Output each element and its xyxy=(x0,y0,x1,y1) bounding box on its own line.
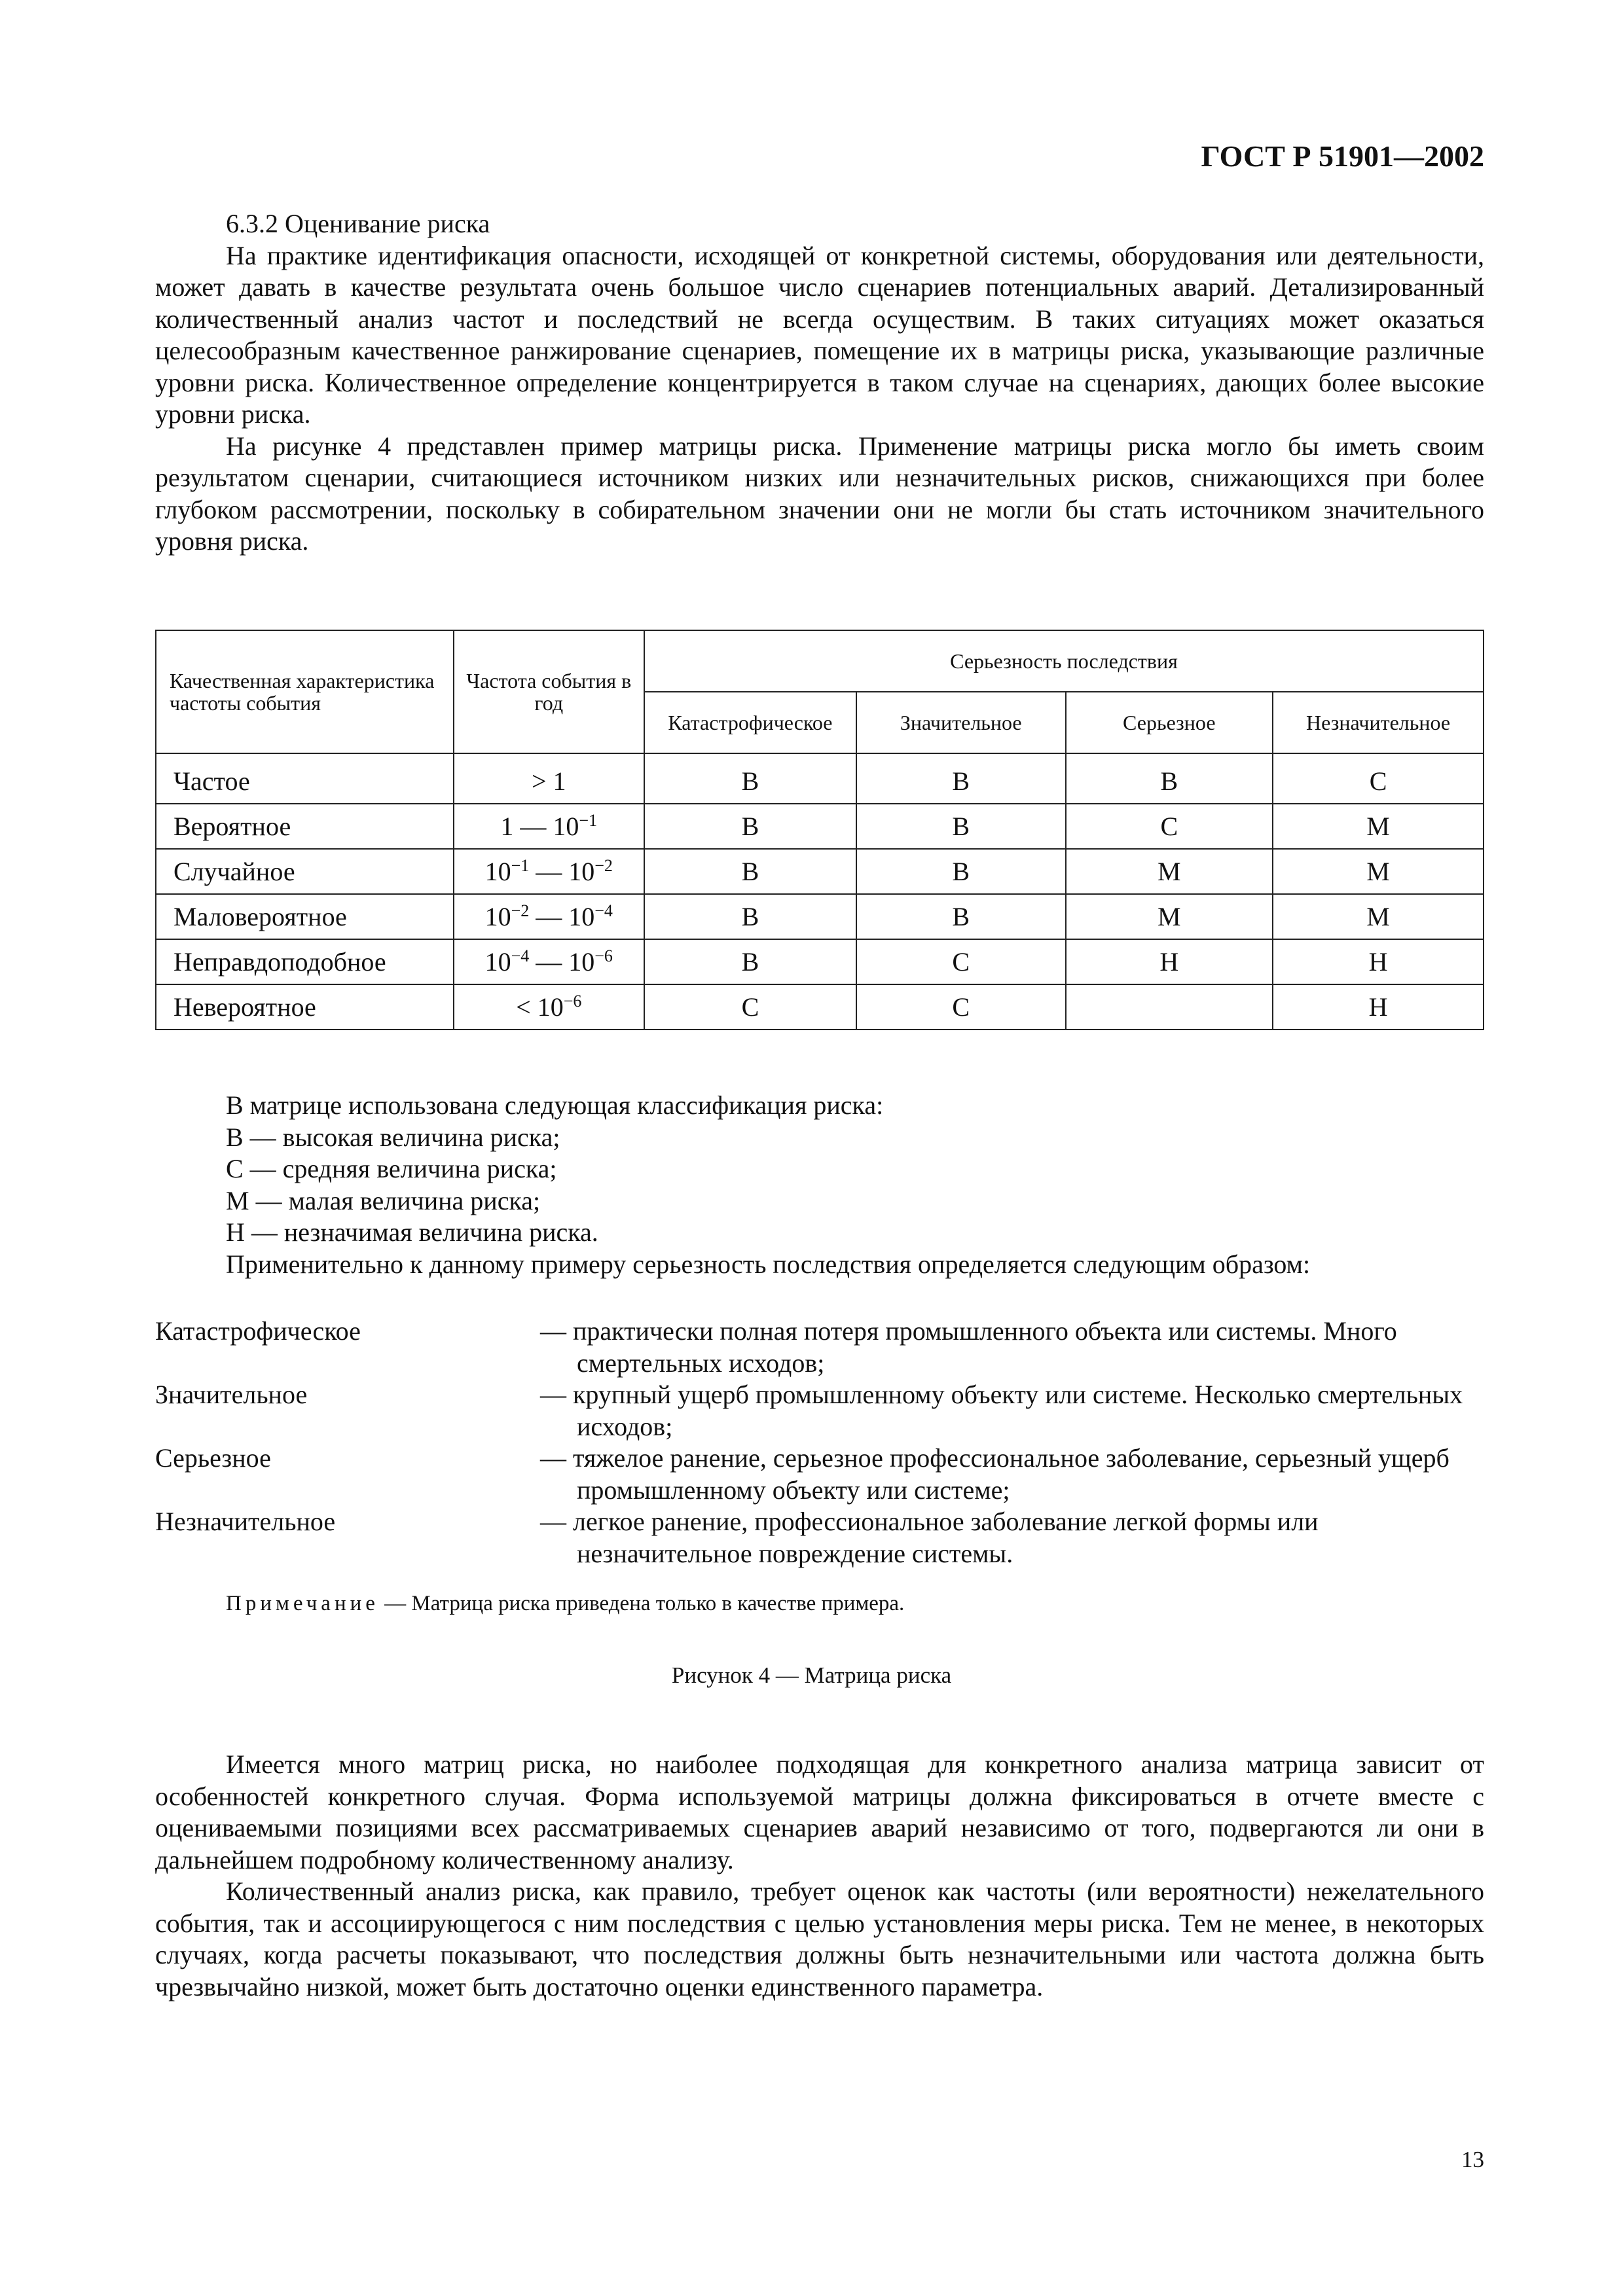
header-severity-significant: Значительное xyxy=(856,692,1066,753)
definition-desc: — легкое ранение, профессиональное заболевание легкой формы или незначительное повреждение системы. xyxy=(540,1507,1319,1568)
risk-cell: М xyxy=(1273,849,1484,894)
section-body xyxy=(155,208,1484,558)
page-number: 13 xyxy=(1461,2147,1484,2172)
figure-caption: Рисунок 4 — Матрица риска xyxy=(671,1662,952,1688)
risk-legend xyxy=(155,1090,1484,1280)
definition-term: Незначительное xyxy=(155,1507,336,1536)
frequency-cell: $10^{-2}$ — $10^{-4}$ xyxy=(454,894,644,939)
definition-desc: — крупный ущерб промышленному объекту или системе. Несколько смертельных исходов; xyxy=(540,1380,1463,1441)
definition-desc: — практически полная потеря промышленного объекта или системы. Много смертельных исходов; xyxy=(540,1316,1397,1378)
note-label: Примечание xyxy=(226,1592,379,1615)
frequency-cell: $10^{-1}$ — $10^{-2}$ xyxy=(454,849,644,894)
definition-term: Значительное xyxy=(155,1380,308,1409)
definition-desc: — тяжелое ранение, серьезное профессиональное заболевание, серьезный ущерб промышленному объекту или системе; xyxy=(540,1443,1450,1505)
header-frequency-per-year: Частота события в год xyxy=(454,630,644,753)
table-row xyxy=(156,984,1484,1030)
risk-cell: В xyxy=(856,804,1066,849)
risk-cell: С xyxy=(856,939,1066,984)
closing-body xyxy=(155,1749,1484,2003)
risk-cell: В xyxy=(1066,753,1273,804)
risk-cell: В xyxy=(644,939,856,984)
row-label: Невероятное xyxy=(156,984,454,1030)
row-label: Случайное xyxy=(156,849,454,894)
risk-cell: В xyxy=(856,894,1066,939)
risk-cell: В xyxy=(644,894,856,939)
risk-cell: С xyxy=(1273,753,1484,804)
risk-cell: В xyxy=(644,804,856,849)
risk-cell: С xyxy=(644,984,856,1030)
risk-cell: М xyxy=(1273,804,1484,849)
definition-item xyxy=(155,1443,1484,1506)
note-text: — Матрица риска приведена только в качестве примера. xyxy=(378,1592,905,1615)
definition-item xyxy=(155,1379,1484,1443)
risk-cell: Н xyxy=(1273,984,1484,1030)
severity-intro: Применительно к данному примеру серьезность последствия определяется следующим образом: xyxy=(226,1249,1311,1279)
risk-matrix-table xyxy=(155,630,1484,1030)
table-row xyxy=(156,804,1484,849)
legend-item: С — средняя величина риска; xyxy=(226,1154,557,1183)
risk-cell: В xyxy=(644,849,856,894)
paragraph: Количественный анализ риска, как правило, требует оценок как частоты (или вероятности) нежелательного события, так и ассоциирующегося с ним последствия с целью установления меры риска. Тем не менее, в некоторых случаях, когда расчеты показывают, что последствия должны быть незначительными или частота должна быть чрезвычайно низкой, может быть достаточно оценки единственного параметра. xyxy=(155,1876,1484,2001)
row-label: Вероятное xyxy=(156,804,454,849)
paragraph: На практике идентификация опасности, исходящей от конкретной системы, оборудования или деятельности, может давать в качестве результата очень большое число сценариев потенциальных аварий. Детализированный количественный анализ частот и последствий не всегда осуществим. В таких ситуациях может оказаться целесообразным качественное ранжирование сценариев, помещение их в матрицы риска, указывающие различные уровни риска. Количественное определение концентрируется в таком случае на сценариях, дающих более высокие уровни риска. xyxy=(155,240,1484,429)
frequency-cell: 1 — $10^{-1}$ xyxy=(454,804,644,849)
frequency-cell: > 1 xyxy=(454,753,644,804)
row-label: Частое xyxy=(156,753,454,804)
risk-cell: В xyxy=(644,753,856,804)
legend-item: М — малая величина риска; xyxy=(226,1185,541,1215)
section-heading: 6.3.2 Оценивание риска xyxy=(226,209,490,238)
note xyxy=(226,1592,904,1616)
risk-cell: С xyxy=(1066,804,1273,849)
risk-cell: Н xyxy=(1273,939,1484,984)
risk-cell: М xyxy=(1066,894,1273,939)
header-frequency-characteristic: Качественная характеристика частоты события xyxy=(156,630,454,753)
frequency-cell: $10^{-4}$ — $10^{-6}$ xyxy=(454,939,644,984)
definition-term: Катастрофическое xyxy=(155,1316,361,1346)
risk-cell: Н xyxy=(1066,939,1273,984)
risk-cell: В xyxy=(856,849,1066,894)
table-row xyxy=(156,753,1484,804)
risk-cell xyxy=(1066,984,1273,1030)
table-row xyxy=(156,849,1484,894)
legend-item: Н — незначимая величина риска. xyxy=(226,1217,598,1247)
table-row xyxy=(156,894,1484,939)
definition-term: Серьезное xyxy=(155,1443,271,1473)
legend-intro: В матрице использована следующая классификация риска: xyxy=(226,1090,884,1120)
risk-cell: М xyxy=(1273,894,1484,939)
severity-definitions xyxy=(155,1316,1484,1570)
table-row xyxy=(156,939,1484,984)
header-severity-catastrophic: Катастрофическое xyxy=(644,692,856,753)
document-id: ГОСТ Р 51901—2002 xyxy=(1201,139,1484,173)
legend-item: В — высокая величина риска; xyxy=(226,1122,560,1152)
risk-cell: М xyxy=(1066,849,1273,894)
header-severity: Серьезность последствия xyxy=(644,630,1484,692)
header-severity-serious: Серьезное xyxy=(1066,692,1273,753)
frequency-cell: < $10^{-6}$ xyxy=(454,984,644,1030)
paragraph: Имеется много матриц риска, но наиболее подходящая для конкретного анализа матрица зависит от особенностей конкретного случая. Форма используемой матрицы должна фиксироваться в отчете вместе с оцениваемыми позициями всех рассматриваемых сценариев аварий независимо от того, подвергаются ли они в дальнейшем подробному количественному анализу. xyxy=(155,1749,1484,1874)
row-label: Маловероятное xyxy=(156,894,454,939)
definition-item xyxy=(155,1506,1484,1570)
definition-item xyxy=(155,1316,1484,1379)
paragraph: На рисунке 4 представлен пример матрицы риска. Применение матрицы риска могло бы иметь своим результатом сценарии, считающиеся источником низких или незначительных рисков, снижающихся при более глубоком рассмотрении, поскольку в собирательном значении они не могли бы стать источником значительного уровня риска. xyxy=(155,431,1484,556)
risk-cell: С xyxy=(856,984,1066,1030)
header-severity-minor: Незначительное xyxy=(1273,692,1484,753)
row-label: Неправдоподобное xyxy=(156,939,454,984)
risk-cell: В xyxy=(856,753,1066,804)
